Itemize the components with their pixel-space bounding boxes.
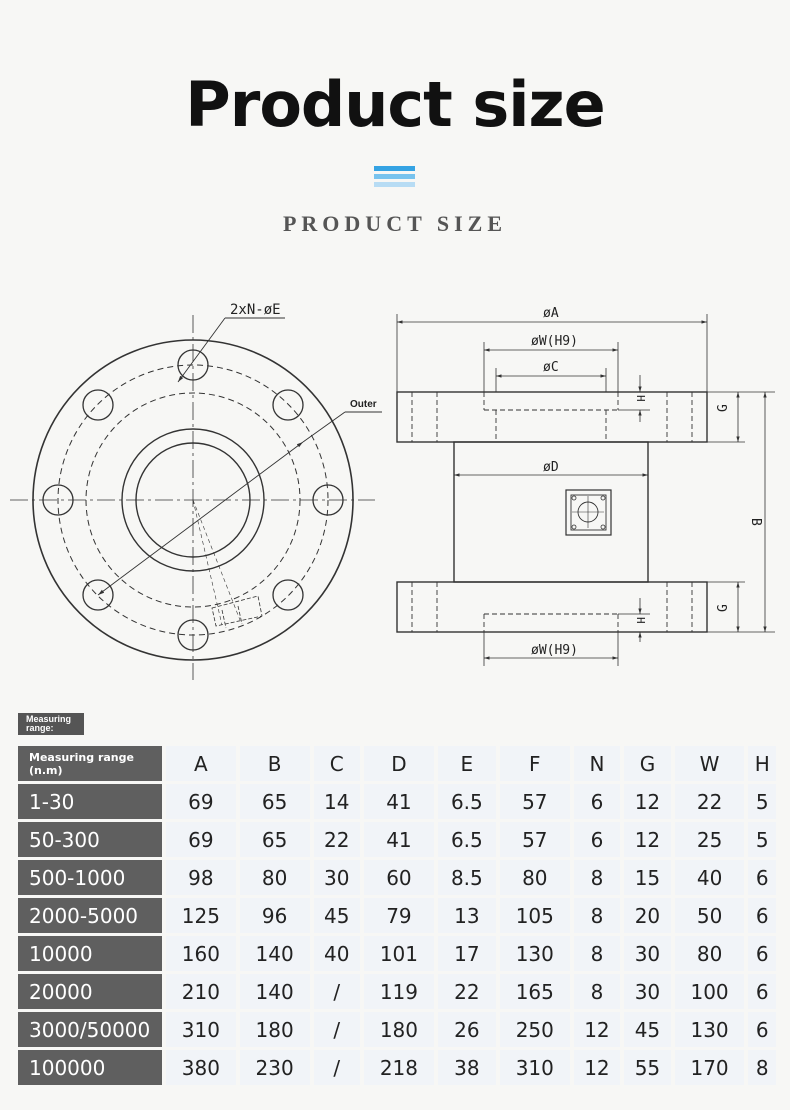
cell-F: 250 [500, 1012, 570, 1047]
accent-stripes [374, 166, 415, 190]
cell-A: 69 [166, 822, 236, 857]
cell-N: 12 [574, 1050, 621, 1085]
cell-H: 6 [748, 898, 776, 933]
cell-F: 165 [500, 974, 570, 1009]
page-title: Product size [185, 68, 605, 141]
cell-W: 130 [675, 1012, 745, 1047]
cell-W: 80 [675, 936, 745, 971]
outer-label: Outer [350, 399, 377, 410]
bolt-hole [273, 580, 303, 610]
stripe-1 [374, 166, 415, 171]
cell-C: 45 [314, 898, 361, 933]
label-A: øA [543, 306, 559, 321]
row-range-label: 50-300 [18, 822, 162, 857]
cell-D: 41 [364, 822, 434, 857]
cell-E: 6.5 [438, 784, 496, 819]
row-range-label: 10000 [18, 936, 162, 971]
cell-B: 230 [240, 1050, 310, 1085]
cell-G: 15 [624, 860, 671, 895]
cell-B: 65 [240, 822, 310, 857]
label-H-top: H [634, 395, 647, 402]
col-header-H: H [748, 746, 776, 781]
cell-D: 119 [364, 974, 434, 1009]
cell-E: 6.5 [438, 822, 496, 857]
col-header-F: F [500, 746, 570, 781]
col-header-B: B [240, 746, 310, 781]
cell-N: 8 [574, 936, 621, 971]
cell-H: 6 [748, 974, 776, 1009]
cell-B: 80 [240, 860, 310, 895]
row-range-label: 20000 [18, 974, 162, 1009]
cell-C: / [314, 1012, 361, 1047]
table-row [18, 1050, 776, 1085]
table-row [18, 1012, 776, 1047]
cell-C: 22 [314, 822, 361, 857]
table-row [18, 860, 776, 895]
cell-F: 57 [500, 822, 570, 857]
cell-D: 101 [364, 936, 434, 971]
label-G-top: G [716, 404, 731, 412]
cell-F: 105 [500, 898, 570, 933]
cell-B: 180 [240, 1012, 310, 1047]
cell-D: 60 [364, 860, 434, 895]
cell-H: 6 [748, 936, 776, 971]
technical-drawing [0, 270, 790, 680]
cell-D: 79 [364, 898, 434, 933]
cell-D: 41 [364, 784, 434, 819]
cell-H: 5 [748, 822, 776, 857]
cell-H: 5 [748, 784, 776, 819]
cell-N: 12 [574, 1012, 621, 1047]
cell-E: 38 [438, 1050, 496, 1085]
cell-B: 65 [240, 784, 310, 819]
label-H-bottom: H [634, 617, 647, 624]
table-row [18, 784, 776, 819]
bottom-flange [397, 582, 707, 632]
col-header-N: N [574, 746, 621, 781]
table-row [18, 936, 776, 971]
cell-W: 22 [675, 784, 745, 819]
col-header-E: E [438, 746, 496, 781]
col-header-D: D [364, 746, 434, 781]
cell-E: 22 [438, 974, 496, 1009]
radial-dash [193, 500, 240, 620]
col-header-W: W [675, 746, 745, 781]
cell-W: 50 [675, 898, 745, 933]
cell-A: 210 [166, 974, 236, 1009]
cell-N: 6 [574, 822, 621, 857]
cell-W: 40 [675, 860, 745, 895]
cell-G: 30 [624, 974, 671, 1009]
cell-W: 25 [675, 822, 745, 857]
cell-G: 45 [624, 1012, 671, 1047]
label-C: øC [543, 360, 559, 375]
cell-C: 40 [314, 936, 361, 971]
row-range-label: 1-30 [18, 784, 162, 819]
row-range-label: 3000/50000 [18, 1012, 162, 1047]
outer-leader [303, 412, 345, 442]
cell-A: 98 [166, 860, 236, 895]
col-header-G: G [624, 746, 671, 781]
label-W-bottom: øW(H9) [531, 643, 578, 658]
label-B: B [748, 518, 763, 526]
cell-N: 8 [574, 974, 621, 1009]
row-range-label: 500-1000 [18, 860, 162, 895]
cell-E: 8.5 [438, 860, 496, 895]
cell-N: 6 [574, 784, 621, 819]
cell-G: 30 [624, 936, 671, 971]
front-view [10, 315, 382, 680]
cell-N: 8 [574, 860, 621, 895]
cell-W: 170 [675, 1050, 745, 1085]
cell-C: 30 [314, 860, 361, 895]
cell-H: 8 [748, 1050, 776, 1085]
cell-E: 17 [438, 936, 496, 971]
diameter-leader [98, 442, 303, 595]
cell-A: 125 [166, 898, 236, 933]
cell-G: 55 [624, 1050, 671, 1085]
cell-F: 130 [500, 936, 570, 971]
cell-B: 140 [240, 936, 310, 971]
cell-B: 96 [240, 898, 310, 933]
cell-A: 160 [166, 936, 236, 971]
row-range-label: 100000 [18, 1050, 162, 1085]
page-subtitle: PRODUCT SIZE [282, 211, 508, 236]
bolt-hole [273, 390, 303, 420]
cell-E: 13 [438, 898, 496, 933]
label-D: øD [543, 460, 559, 475]
label-W-top: øW(H9) [531, 334, 578, 349]
cell-G: 12 [624, 784, 671, 819]
cell-D: 180 [364, 1012, 434, 1047]
col-header-A: A [166, 746, 236, 781]
cell-D: 218 [364, 1050, 434, 1085]
stripe-2 [374, 174, 415, 179]
connector-inner [571, 495, 606, 530]
hole-leader [178, 318, 225, 382]
cell-F: 80 [500, 860, 570, 895]
bolt-hole [83, 390, 113, 420]
table-row [18, 974, 776, 1009]
cell-F: 310 [500, 1050, 570, 1085]
cell-C: / [314, 1050, 361, 1085]
table-row [18, 822, 776, 857]
cell-G: 12 [624, 822, 671, 857]
stripe-3 [374, 182, 415, 187]
spec-table [14, 743, 780, 1088]
cell-A: 380 [166, 1050, 236, 1085]
table-body [18, 784, 776, 1085]
cell-C: / [314, 974, 361, 1009]
cell-W: 100 [675, 974, 745, 1009]
cell-N: 8 [574, 898, 621, 933]
cell-E: 26 [438, 1012, 496, 1047]
table-row [18, 898, 776, 933]
corner-header: Measuring range (n.m) [18, 746, 162, 781]
cell-C: 14 [314, 784, 361, 819]
row-range-label: 2000-5000 [18, 898, 162, 933]
cell-F: 57 [500, 784, 570, 819]
side-view [397, 314, 775, 666]
cell-H: 6 [748, 860, 776, 895]
label-G-bottom: G [716, 604, 731, 612]
cell-A: 310 [166, 1012, 236, 1047]
hole-label: 2xN-øE [230, 302, 281, 318]
cell-H: 6 [748, 1012, 776, 1047]
cell-G: 20 [624, 898, 671, 933]
measuring-range-tag: Measuring range: [18, 713, 84, 735]
table-header-row [18, 746, 776, 781]
col-header-C: C [314, 746, 361, 781]
cell-A: 69 [166, 784, 236, 819]
top-flange [397, 392, 707, 442]
cell-B: 140 [240, 974, 310, 1009]
